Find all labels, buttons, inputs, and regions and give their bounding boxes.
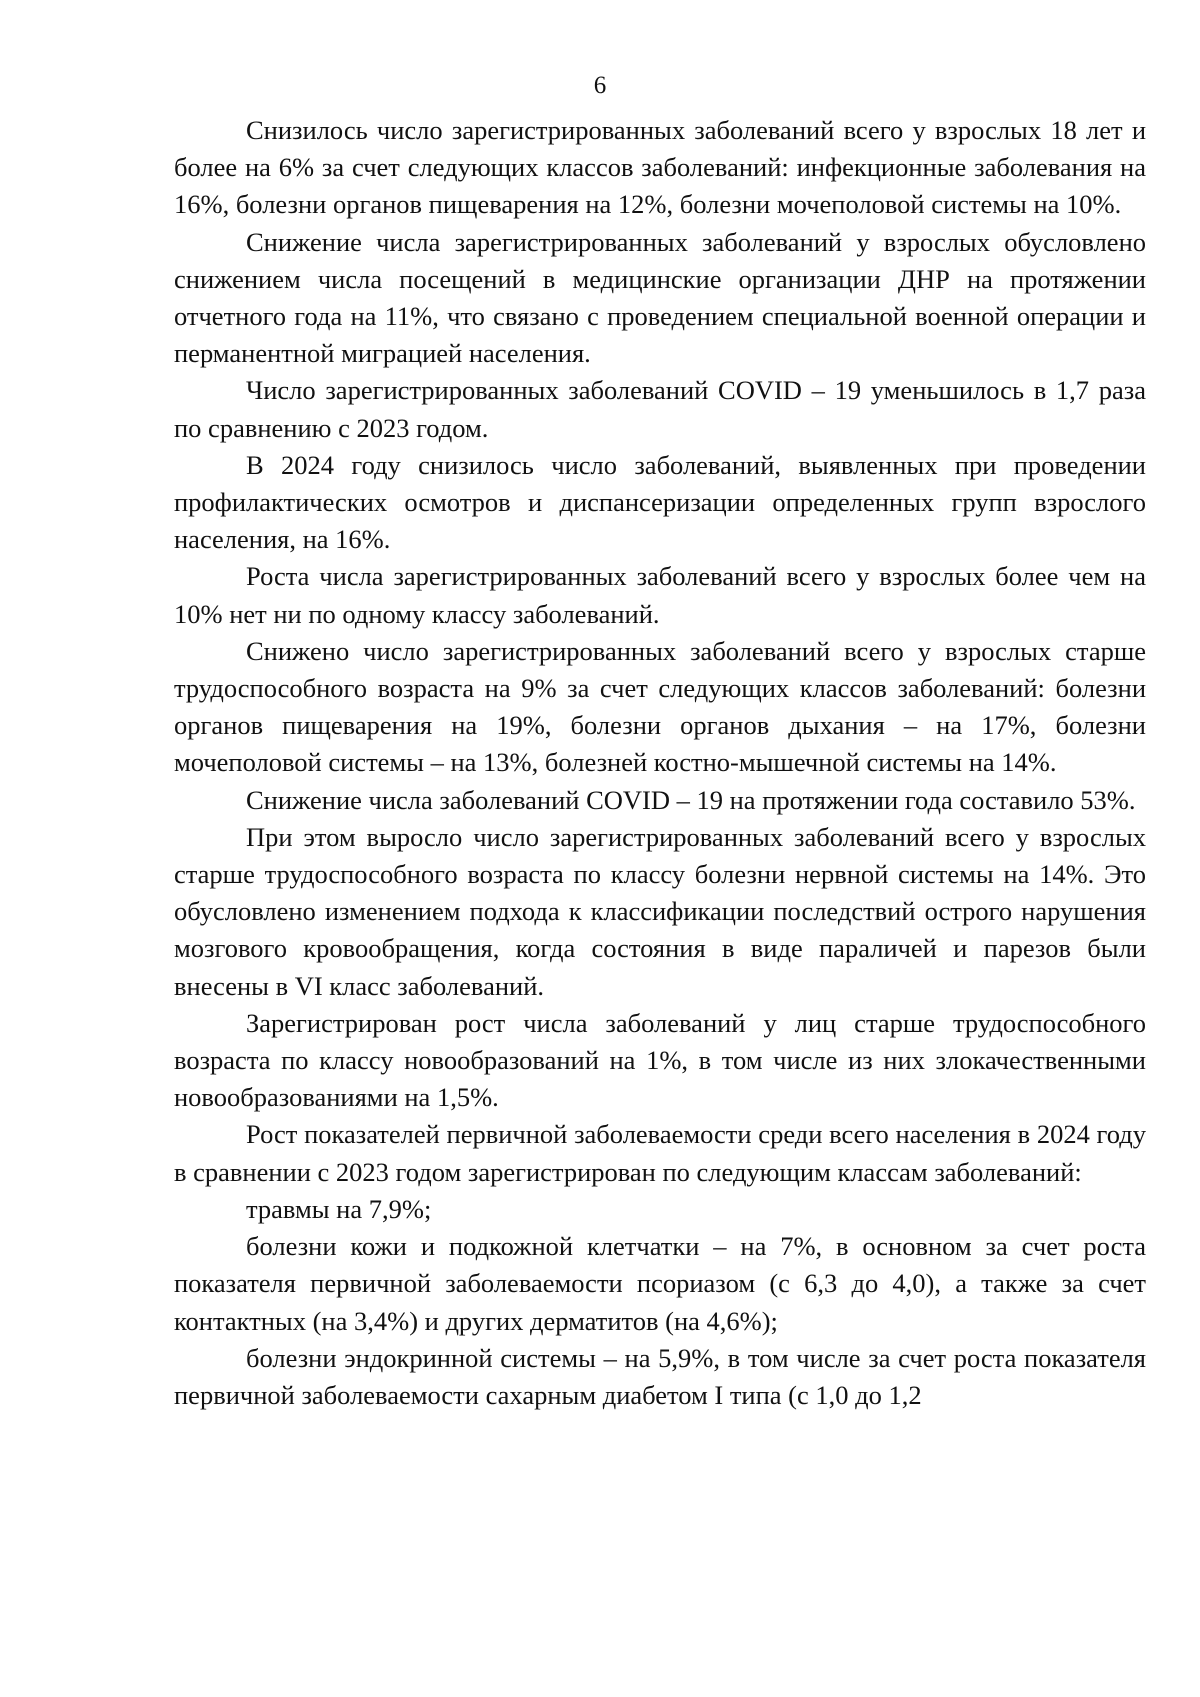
paragraph-visits-decrease: Снижение числа зарегистрированных заболеваний у взрослых обусловлено снижением числа посещений в медицинские организации ДНР на протяжении отчетного года на 11%, что связано с проведением специальной военной операции и перманентной миграцией населения.	[174, 226, 1146, 369]
paragraph-no-growth: Роста числа зарегистрированных заболеваний всего у взрослых более чем на 10% нет ни по одному классу заболеваний.	[174, 561, 1146, 629]
document-body	[174, 112, 1146, 1414]
paragraph-elderly-decrease: Снижено число зарегистрированных заболеваний всего у взрослых старше трудоспособного возраста на 9% за счет следующих классов заболеваний: болезни органов пищеварения на 19%, болезни органов дыхания – на 17%, болезни мочеполовой системы – на 13%, болезней костно-мышечной системы на 14%.	[174, 635, 1146, 778]
list-item-skin-diseases: болезни кожи и подкожной клетчатки – на 7%, в основном за счет роста показателя первичной заболеваемости псориазом (с 6,3 до 4,0), а также за счет контактных (на 3,4%) и других дерматитов (на 4,6%);	[174, 1231, 1146, 1336]
paragraph-neoplasms-growth: Зарегистрирован рост числа заболеваний у лиц старше трудоспособного возраста по классу новообразований на 1%, в том числе из них злокачественными новообразованиями на 1,5%.	[174, 1007, 1146, 1113]
paragraph-screening-decrease: В 2024 году снизилось число заболеваний, выявленных при проведении профилактических осмотров и диспансеризации определенных групп взрослого населения, на 16%.	[174, 449, 1146, 555]
paragraph-primary-incidence-intro: Рост показателей первичной заболеваемости среди всего населения в 2024 году в сравнении с 2023 годом зарегистрирован по следующим классам заболеваний:	[174, 1119, 1146, 1187]
paragraph-covid-elderly: Снижение числа заболеваний COVID – 19 на протяжении года составило 53%.	[246, 784, 1136, 815]
paragraph-nervous-system-growth: При этом выросло число зарегистрированных заболеваний всего у взрослых старше трудоспособного возраста по классу болезни нервной системы на 14%. Это обусловлено изменением подхода к классификации последствий острого нарушения мозгового кровообращения, когда состояния в виде параличей и парезов были внесены в VI класс заболеваний.	[174, 821, 1146, 1001]
paragraph-covid-adults: Число зарегистрированных заболеваний COVID – 19 уменьшилось в 1,7 раза по сравнению с 2023 годом.	[174, 375, 1146, 443]
page-number: 6	[593, 72, 607, 99]
list-item-endocrine-diseases: болезни эндокринной системы – на 5,9%, в том числе за счет роста показателя первичной заболеваемости сахарным диабетом I типа (с 1,0 до 1,2	[174, 1342, 1146, 1410]
paragraph-adult-decrease: Снизилось число зарегистрированных заболеваний всего у взрослых 18 лет и более на 6% за счет следующих классов заболеваний: инфекционные заболевания на 16%, болезни органов пищеварения на 12%, болезни мочеполовой системы на 10%.	[174, 115, 1146, 220]
list-item-injuries: травмы на 7,9%;	[246, 1193, 432, 1224]
